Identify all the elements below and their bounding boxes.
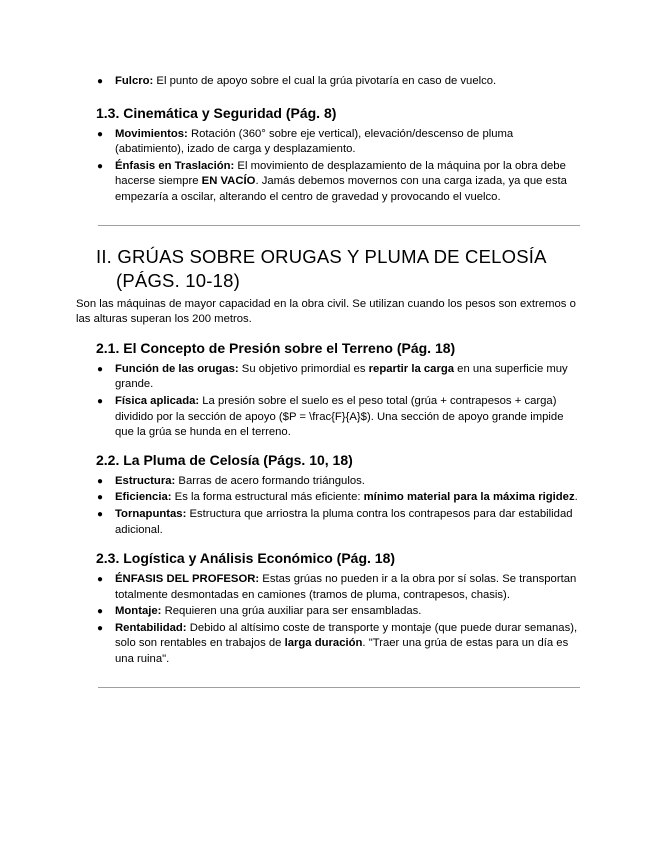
list-item: ● Énfasis en Traslación: El movimiento de desplazamiento de la máquina por la obra debe hacerse siempre EN VACÍO. Jamás debemos movernos con una carga izada, ya que esta empezaría a oscilar, alterando el centro de gravedad y provocando el vuelco. bbox=[97, 159, 567, 203]
bullet-icon: ● bbox=[97, 76, 104, 87]
bullet-icon: ● bbox=[97, 160, 104, 172]
list-item: ● Estructura: Barras de acero formando triángulos. bbox=[76, 474, 585, 490]
list-item: ● Física aplicada: La presión sobre el suelo es el peso total (grúa + contrapesos + carga) dividido por la sección de apoyo ($P = \frac{F}{A}$). Una sección de apoyo grande impide que la grúa se hunda en el terreno. bbox=[97, 394, 564, 439]
list-item: ● Fulcro: El punto de apoyo sobre el cual la grúa pivotaría en caso de vuelco. bbox=[76, 74, 585, 90]
bullet-icon: ● bbox=[97, 363, 104, 375]
list-item: ● Tornapuntas: Estructura que arriostra la pluma contra los contrapesos para dar estabilidad adicional. bbox=[97, 507, 573, 536]
bullet-icon: ● bbox=[97, 606, 104, 618]
bullet-icon: ● bbox=[97, 508, 104, 520]
section-heading-2-1: 2.1. El Concepto de Presión sobre el Terreno (Pág. 18) bbox=[96, 339, 456, 356]
bullet-icon: ● bbox=[97, 622, 104, 634]
section-2-1-list bbox=[76, 362, 585, 441]
section-divider bbox=[98, 225, 580, 226]
section-heading-2-2: 2.2. La Pluma de Celosía (Págs. 10, 18) bbox=[96, 451, 353, 468]
list-item: ● ÉNFASIS DEL PROFESOR: Estas grúas no pueden ir a la obra por sí solas. Se transportan totalmente desmontadas en camiones (tramos de pluma, contrapesos, chasis). bbox=[97, 573, 577, 601]
list-item: ● Montaje: Requieren una grúa auxiliar para ser ensambladas. bbox=[76, 604, 585, 620]
section-2-3-list bbox=[76, 572, 585, 668]
list-item: ● Eficiencia: Es la forma estructural más eficiente: mínimo material para la máxima rigidez. bbox=[76, 490, 585, 506]
section-1-3-list bbox=[76, 127, 585, 206]
section-2-2-list bbox=[76, 474, 585, 538]
chapter-heading-ii: II. GRÚAS SOBRE ORUGAS Y PLUMA DE CELOSÍA (PÁGS. 10-18) bbox=[96, 245, 547, 291]
bullet-icon: ● bbox=[97, 574, 104, 586]
list-item: ● Función de las orugas: Su objetivo primordial es repartir la carga en una superficie muy grande. bbox=[97, 362, 568, 391]
section-heading-1-3: 1.3. Cinemática y Seguridad (Pág. 8) bbox=[96, 104, 337, 121]
top-bullet-list bbox=[76, 74, 585, 90]
bullet-icon: ● bbox=[97, 492, 104, 504]
section-divider bbox=[98, 687, 580, 688]
list-item: ● Movimientos: Rotación (360° sobre eje vertical), elevación/descenso de pluma (abatimiento), izado de carga y desplazamiento. bbox=[97, 127, 514, 156]
chapter-intro: Son las máquinas de mayor capacidad en la obra civil. Se utilizan cuando los pesos son extremos o las alturas superan los 200 metros. bbox=[76, 297, 576, 326]
list-item: ● Rentabilidad: Debido al altísimo coste de transporte y montaje (que puede durar semanas), solo son rentables en trabajos de larga duración. "Traer una grúa de estas para un día es una ruina". bbox=[97, 621, 578, 666]
section-heading-2-3: 2.3. Logística y Análisis Económico (Pág. 18) bbox=[96, 550, 396, 567]
bullet-icon: ● bbox=[97, 475, 104, 487]
bullet-icon: ● bbox=[97, 395, 104, 407]
bullet-icon: ● bbox=[97, 128, 104, 140]
